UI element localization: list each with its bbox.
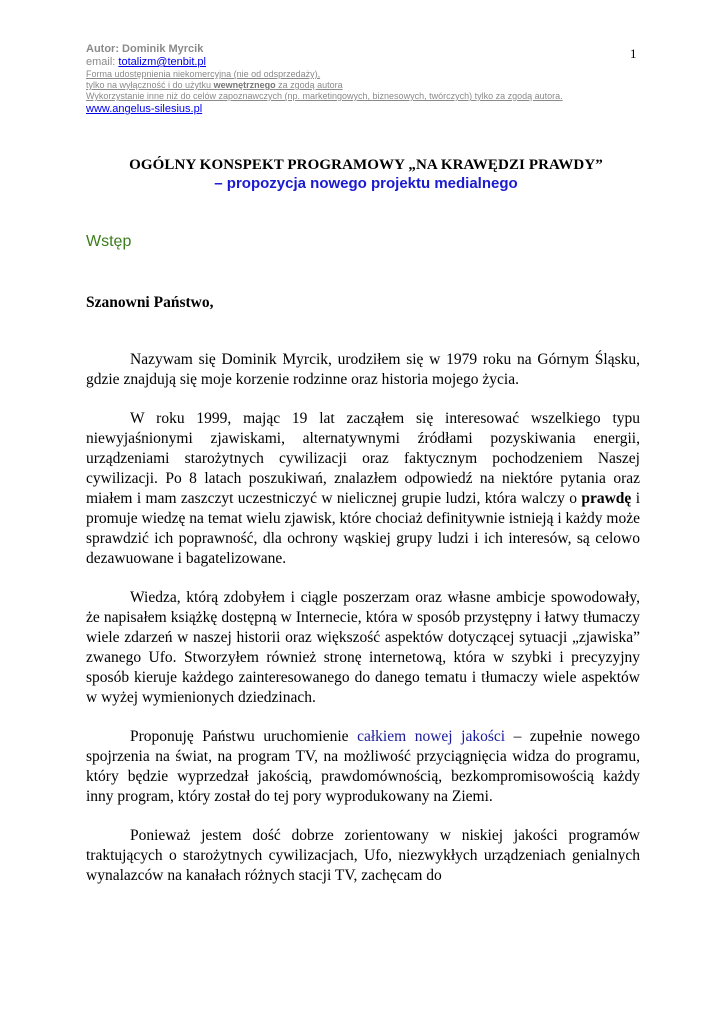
paragraph-2-a: W roku 1999, mając 19 lat zacząłem się interesować wszelkiego typu niewyjaśnionymi zjawiskami, alternatywnymi źródłami pozyskiwania energii, urządzeniami starożytnych cywilizacji oraz faktycznym pochodzeniem Naszej cywilizacji. Po 8 latach poszukiwań, znalazłem odpowiedź na niektóre pytania oraz miałem i mam zaszczyt uczestniczyć w nielicznej grupie ludzi, która walczy o: [86, 410, 640, 507]
paragraph-2-bold: prawdę: [581, 490, 632, 507]
email-label: email:: [86, 56, 119, 68]
document-subtitle: – propozycja nowego projektu medialnego: [214, 175, 518, 192]
paragraph-1: Nazywam się Dominik Myrcik, urodziłem się w 1979 roku na Górnym Śląsku, gdzie znajdują się moje korzenie rodzinne oraz historia mojego życia.: [86, 351, 640, 388]
website-link[interactable]: www.angelus-silesius.pl: [86, 103, 203, 115]
paragraph-4-a: Proponuję Państwu uruchomienie: [130, 728, 358, 745]
notice-line-3: Wykorzystanie inne niż do celów zapoznawczych (np. marketingowych, biznesowych, twórczych) tylko za zgodą autora.: [86, 91, 563, 101]
notice-line-2-c: za zgodą autora: [275, 80, 343, 90]
paragraph-3: Wiedza, którą zdobyłem i ciągle poszerzam oraz własne ambicje spowodowały, że napisałem książkę dostępną w Internecie, która w sposób przystępny i łatwy tłumaczy wiele zdarzeń w naszej historii oraz większość aspektów dotyczącej sytuacji „zjawiska” zwanego Ufo. Stworzyłem również stronę internetową, która w szybki i precyzyjny sposób kieruje każdego zainteresowanego do danego tematu i tłumaczy wiele aspektów w wyżej wymienionych dziedzinach.: [86, 589, 640, 706]
paragraph-4-c: – zupełnie nowego spojrzenia na świat, na program TV, na możliwość przyciągnięcia widza do programu, który będzie wyprzedzał jakością, prawdomównością, bezkompromisowością każdy inny program, który został do tej pory wyprodukowany na Ziemi.: [86, 728, 641, 805]
paragraph-4: [86, 727, 640, 807]
page-number: 1: [630, 46, 637, 61]
document-title: OGÓLNY KONSPEKT PROGRAMOWY „NA KRAWĘDZI PRAWDY”: [129, 157, 603, 173]
email-link[interactable]: totalizm@tenbit.pl: [118, 56, 206, 68]
email-line: [86, 56, 646, 69]
body-text: [86, 350, 640, 905]
notice-line-2-bold: wewnętrznego: [213, 80, 276, 90]
document-header: [86, 43, 646, 116]
notice-line-1: Forma udostępnienia niekomercyjna (nie od odsprzedaży),: [86, 69, 321, 79]
paragraph-5: Ponieważ jestem dość dobrze zorientowany w niskiej jakości programów traktujących o starożytnych cywilizacjach, Ufo, niezwykłych urządzeniach genialnych wynalazców na kanałach różnych stacji TV, zachęcam do: [86, 827, 640, 884]
paragraph-2-c: i promuje wiedzę na temat wielu zjawisk, które chociaż definitywnie istnieją i każdy może sprawdzić ich poprawność, dla ochrony wąskiej grupy ludzi i ich interesów, są celowo dezawuowane i bagatelizowane.: [86, 490, 640, 567]
notice-line-2: [86, 80, 646, 91]
notice-line-2-a: tylko na wyłączność i do użytku: [86, 80, 214, 90]
paragraph-2: [86, 409, 640, 569]
author-line: Autor: Dominik Myrcik: [86, 43, 204, 55]
section-heading: Wstęp: [86, 233, 132, 250]
greeting: Szanowni Państwo,: [86, 294, 214, 311]
paragraph-4-highlight: całkiem nowej jakości: [357, 728, 506, 745]
